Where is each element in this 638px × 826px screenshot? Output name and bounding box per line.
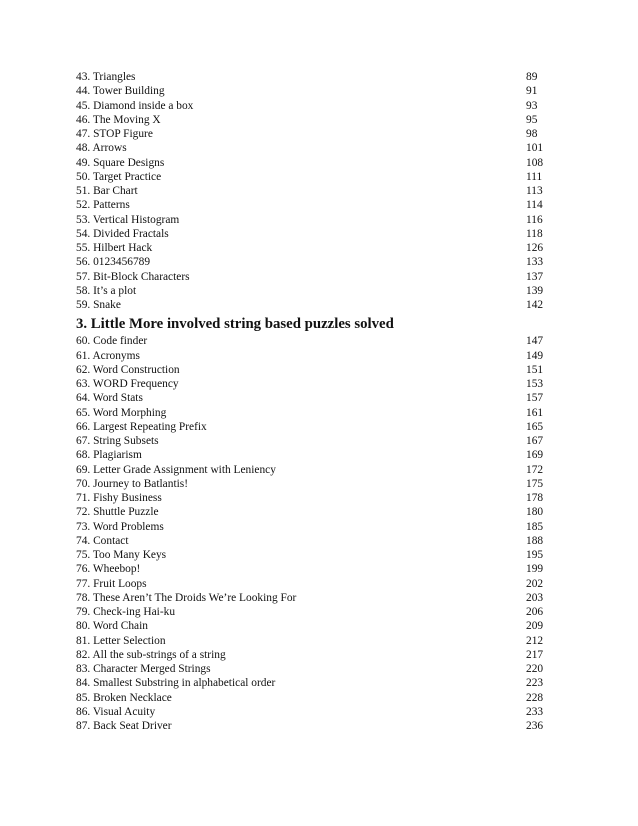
toc-entry-title: 82. All the sub-strings of a string — [76, 648, 226, 661]
toc-entry — [76, 284, 576, 298]
toc-entry — [76, 662, 576, 676]
toc-entry-title: 52. Patterns — [76, 199, 130, 212]
toc-entry-title: 58. It’s a plot — [76, 284, 137, 297]
toc-entry — [76, 227, 576, 241]
toc-entry-page-number: 151 — [526, 363, 544, 376]
toc-entry-title: 44. Tower Building — [76, 85, 165, 98]
toc-entry-page-number: 101 — [526, 142, 544, 155]
toc-entry-page-number: 169 — [526, 449, 544, 462]
toc-entry — [76, 448, 576, 462]
toc-entry-page-number: 153 — [526, 378, 544, 390]
toc-entry-page-number: 95 — [526, 113, 538, 126]
toc-entry-title: 49. Square Designs — [76, 156, 165, 169]
toc-entry-title: 78. These Aren’t The Droids We’re Looking For — [76, 591, 297, 604]
toc-entry-title: 83. Character Merged Strings — [76, 663, 211, 675]
toc-entry — [76, 99, 576, 113]
toc-entry — [76, 648, 576, 662]
toc-entry-title: 67. String Subsets — [76, 435, 159, 447]
toc-entry-page-number: 91 — [526, 85, 538, 98]
toc-entry — [76, 634, 576, 648]
toc-entry-page-number: 203 — [526, 591, 544, 604]
table-of-contents — [76, 70, 576, 733]
toc-entry-page-number: 98 — [526, 128, 538, 140]
toc-entry-title: 80. Word Chain — [76, 620, 148, 633]
toc-entry-page-number: 185 — [526, 520, 544, 533]
toc-entry-title: 61. Acronyms — [76, 349, 140, 362]
toc-entry-page-number: 114 — [526, 199, 543, 212]
toc-entry-title: 47. STOP Figure — [76, 128, 153, 140]
toc-entry-title: 53. Vertical Histogram — [76, 213, 180, 226]
toc-entry-title: 66. Largest Repeating Prefix — [76, 420, 207, 433]
toc-entry — [76, 334, 576, 348]
toc-entry-page-number: 167 — [526, 435, 544, 447]
toc-entry-page-number: 202 — [526, 577, 544, 590]
toc-entry-page-number: 188 — [526, 534, 544, 547]
toc-entry — [76, 691, 576, 705]
toc-entry — [76, 591, 576, 605]
toc-entry — [76, 491, 576, 505]
toc-entry-title: 70. Journey to Batlantis! — [76, 477, 188, 490]
toc-entry-title: 69. Letter Grade Assignment with Leniency — [76, 463, 276, 476]
toc-entry — [76, 505, 576, 519]
toc-entry — [76, 113, 576, 127]
toc-entry-page-number: 178 — [526, 492, 544, 504]
toc-entry-page-number: 116 — [526, 213, 543, 226]
toc-entry — [76, 84, 576, 98]
toc-entry — [76, 184, 576, 198]
toc-entry-title: 48. Arrows — [76, 142, 127, 155]
toc-entry-title: 75. Too Many Keys — [76, 549, 167, 561]
toc-entry — [76, 270, 576, 284]
toc-entry-page-number: 139 — [526, 284, 544, 297]
toc-entry-title: 79. Check-ing Hai-ku — [76, 606, 176, 618]
toc-entry-title: 54. Divided Fractals — [76, 227, 169, 240]
toc-entry-page-number: 126 — [526, 242, 544, 254]
toc-entry-title: 68. Plagiarism — [76, 449, 142, 462]
toc-entry — [76, 349, 576, 363]
toc-entry-title: 64. Word Stats — [76, 392, 143, 405]
toc-entry-page-number: 223 — [526, 677, 544, 690]
toc-entry-page-number: 175 — [526, 477, 544, 490]
toc-entry-title: 77. Fruit Loops — [76, 577, 147, 590]
toc-entry — [76, 298, 576, 312]
toc-entry-page-number: 108 — [526, 156, 544, 169]
toc-entry — [76, 391, 576, 405]
toc-entry — [76, 719, 576, 733]
section-heading: 3. Little More involved string based puzzles solved — [76, 316, 394, 333]
toc-entry — [76, 605, 576, 619]
toc-entry-title: 74. Contact — [76, 534, 129, 547]
toc-entry-page-number: 142 — [526, 299, 544, 311]
toc-entry-title: 87. Back Seat Driver — [76, 720, 172, 732]
toc-entry — [76, 141, 576, 155]
toc-entry — [76, 577, 576, 591]
toc-entry — [76, 477, 576, 491]
toc-entry-page-number: 180 — [526, 506, 544, 519]
toc-entry-title: 55. Hilbert Hack — [76, 242, 153, 254]
toc-entry-page-number: 199 — [526, 563, 544, 576]
toc-entry-page-number: 161 — [526, 406, 544, 419]
toc-entry — [76, 377, 576, 391]
toc-entry-page-number: 137 — [526, 270, 544, 283]
toc-entry-title: 59. Snake — [76, 299, 121, 311]
toc-entry — [76, 156, 576, 170]
toc-entry-page-number: 147 — [526, 335, 544, 348]
toc-entry-title: 56. 0123456789 — [76, 256, 151, 269]
toc-entry-title: 62. Word Construction — [76, 363, 180, 376]
toc-entry-page-number: 217 — [526, 648, 544, 661]
toc-entry — [76, 562, 576, 576]
toc-entry-title: 63. WORD Frequency — [76, 378, 179, 390]
toc-entry-page-number: 172 — [526, 463, 544, 476]
toc-entry-page-number: 228 — [526, 691, 544, 704]
toc-entry-page-number: 220 — [526, 663, 544, 675]
toc-entry-title: 43. Triangles — [76, 71, 136, 83]
toc-entry-page-number: 157 — [526, 392, 544, 405]
toc-entry-title: 50. Target Practice — [76, 170, 162, 183]
toc-entry — [76, 520, 576, 534]
toc-entry-title: 73. Word Problems — [76, 520, 164, 533]
toc-part-1 — [76, 70, 576, 312]
toc-entry-title: 86. Visual Acuity — [76, 705, 156, 718]
toc-entry — [76, 127, 576, 141]
toc-entry-title: 84. Smallest Substring in alphabetical order — [76, 677, 276, 690]
toc-entry-page-number: 133 — [526, 256, 544, 269]
toc-entry — [76, 705, 576, 719]
toc-entry-title: 45. Diamond inside a box — [76, 99, 194, 112]
toc-entry-page-number: 195 — [526, 549, 544, 561]
toc-entry — [76, 170, 576, 184]
toc-entry-page-number: 212 — [526, 634, 544, 647]
toc-entry-page-number: 111 — [526, 170, 543, 183]
toc-entry — [76, 70, 576, 84]
toc-entry-page-number: 93 — [526, 99, 538, 112]
toc-entry-title: 81. Letter Selection — [76, 634, 166, 647]
toc-entry-page-number: 113 — [526, 185, 543, 197]
toc-entry — [76, 619, 576, 633]
toc-entry-title: 65. Word Morphing — [76, 406, 167, 419]
toc-part-2 — [76, 334, 576, 733]
toc-entry-title: 85. Broken Necklace — [76, 691, 172, 704]
toc-entry — [76, 420, 576, 434]
toc-entry — [76, 363, 576, 377]
toc-entry-page-number: 233 — [526, 705, 544, 718]
toc-entry — [76, 676, 576, 690]
toc-entry — [76, 213, 576, 227]
toc-entry-title: 46. The Moving X — [76, 113, 161, 126]
toc-entry-page-number: 206 — [526, 606, 544, 618]
toc-entry — [76, 548, 576, 562]
toc-entry — [76, 434, 576, 448]
toc-entry — [76, 198, 576, 212]
toc-entry-page-number: 236 — [526, 720, 544, 732]
toc-entry-title: 60. Code finder — [76, 335, 148, 348]
toc-entry-title: 71. Fishy Business — [76, 492, 162, 504]
toc-entry-page-number: 165 — [526, 420, 544, 433]
toc-entry-title: 76. Wheebop! — [76, 563, 141, 576]
toc-entry — [76, 255, 576, 269]
toc-entry-page-number: 149 — [526, 349, 544, 362]
toc-entry-title: 72. Shuttle Puzzle — [76, 506, 159, 519]
toc-entry — [76, 534, 576, 548]
toc-entry-title: 57. Bit-Block Characters — [76, 270, 190, 283]
toc-entry-page-number: 118 — [526, 227, 543, 240]
toc-entry-page-number: 209 — [526, 620, 544, 633]
toc-entry — [76, 406, 576, 420]
toc-entry-title: 51. Bar Chart — [76, 185, 138, 197]
toc-entry-page-number: 89 — [526, 71, 538, 83]
toc-entry — [76, 463, 576, 477]
toc-entry — [76, 241, 576, 255]
